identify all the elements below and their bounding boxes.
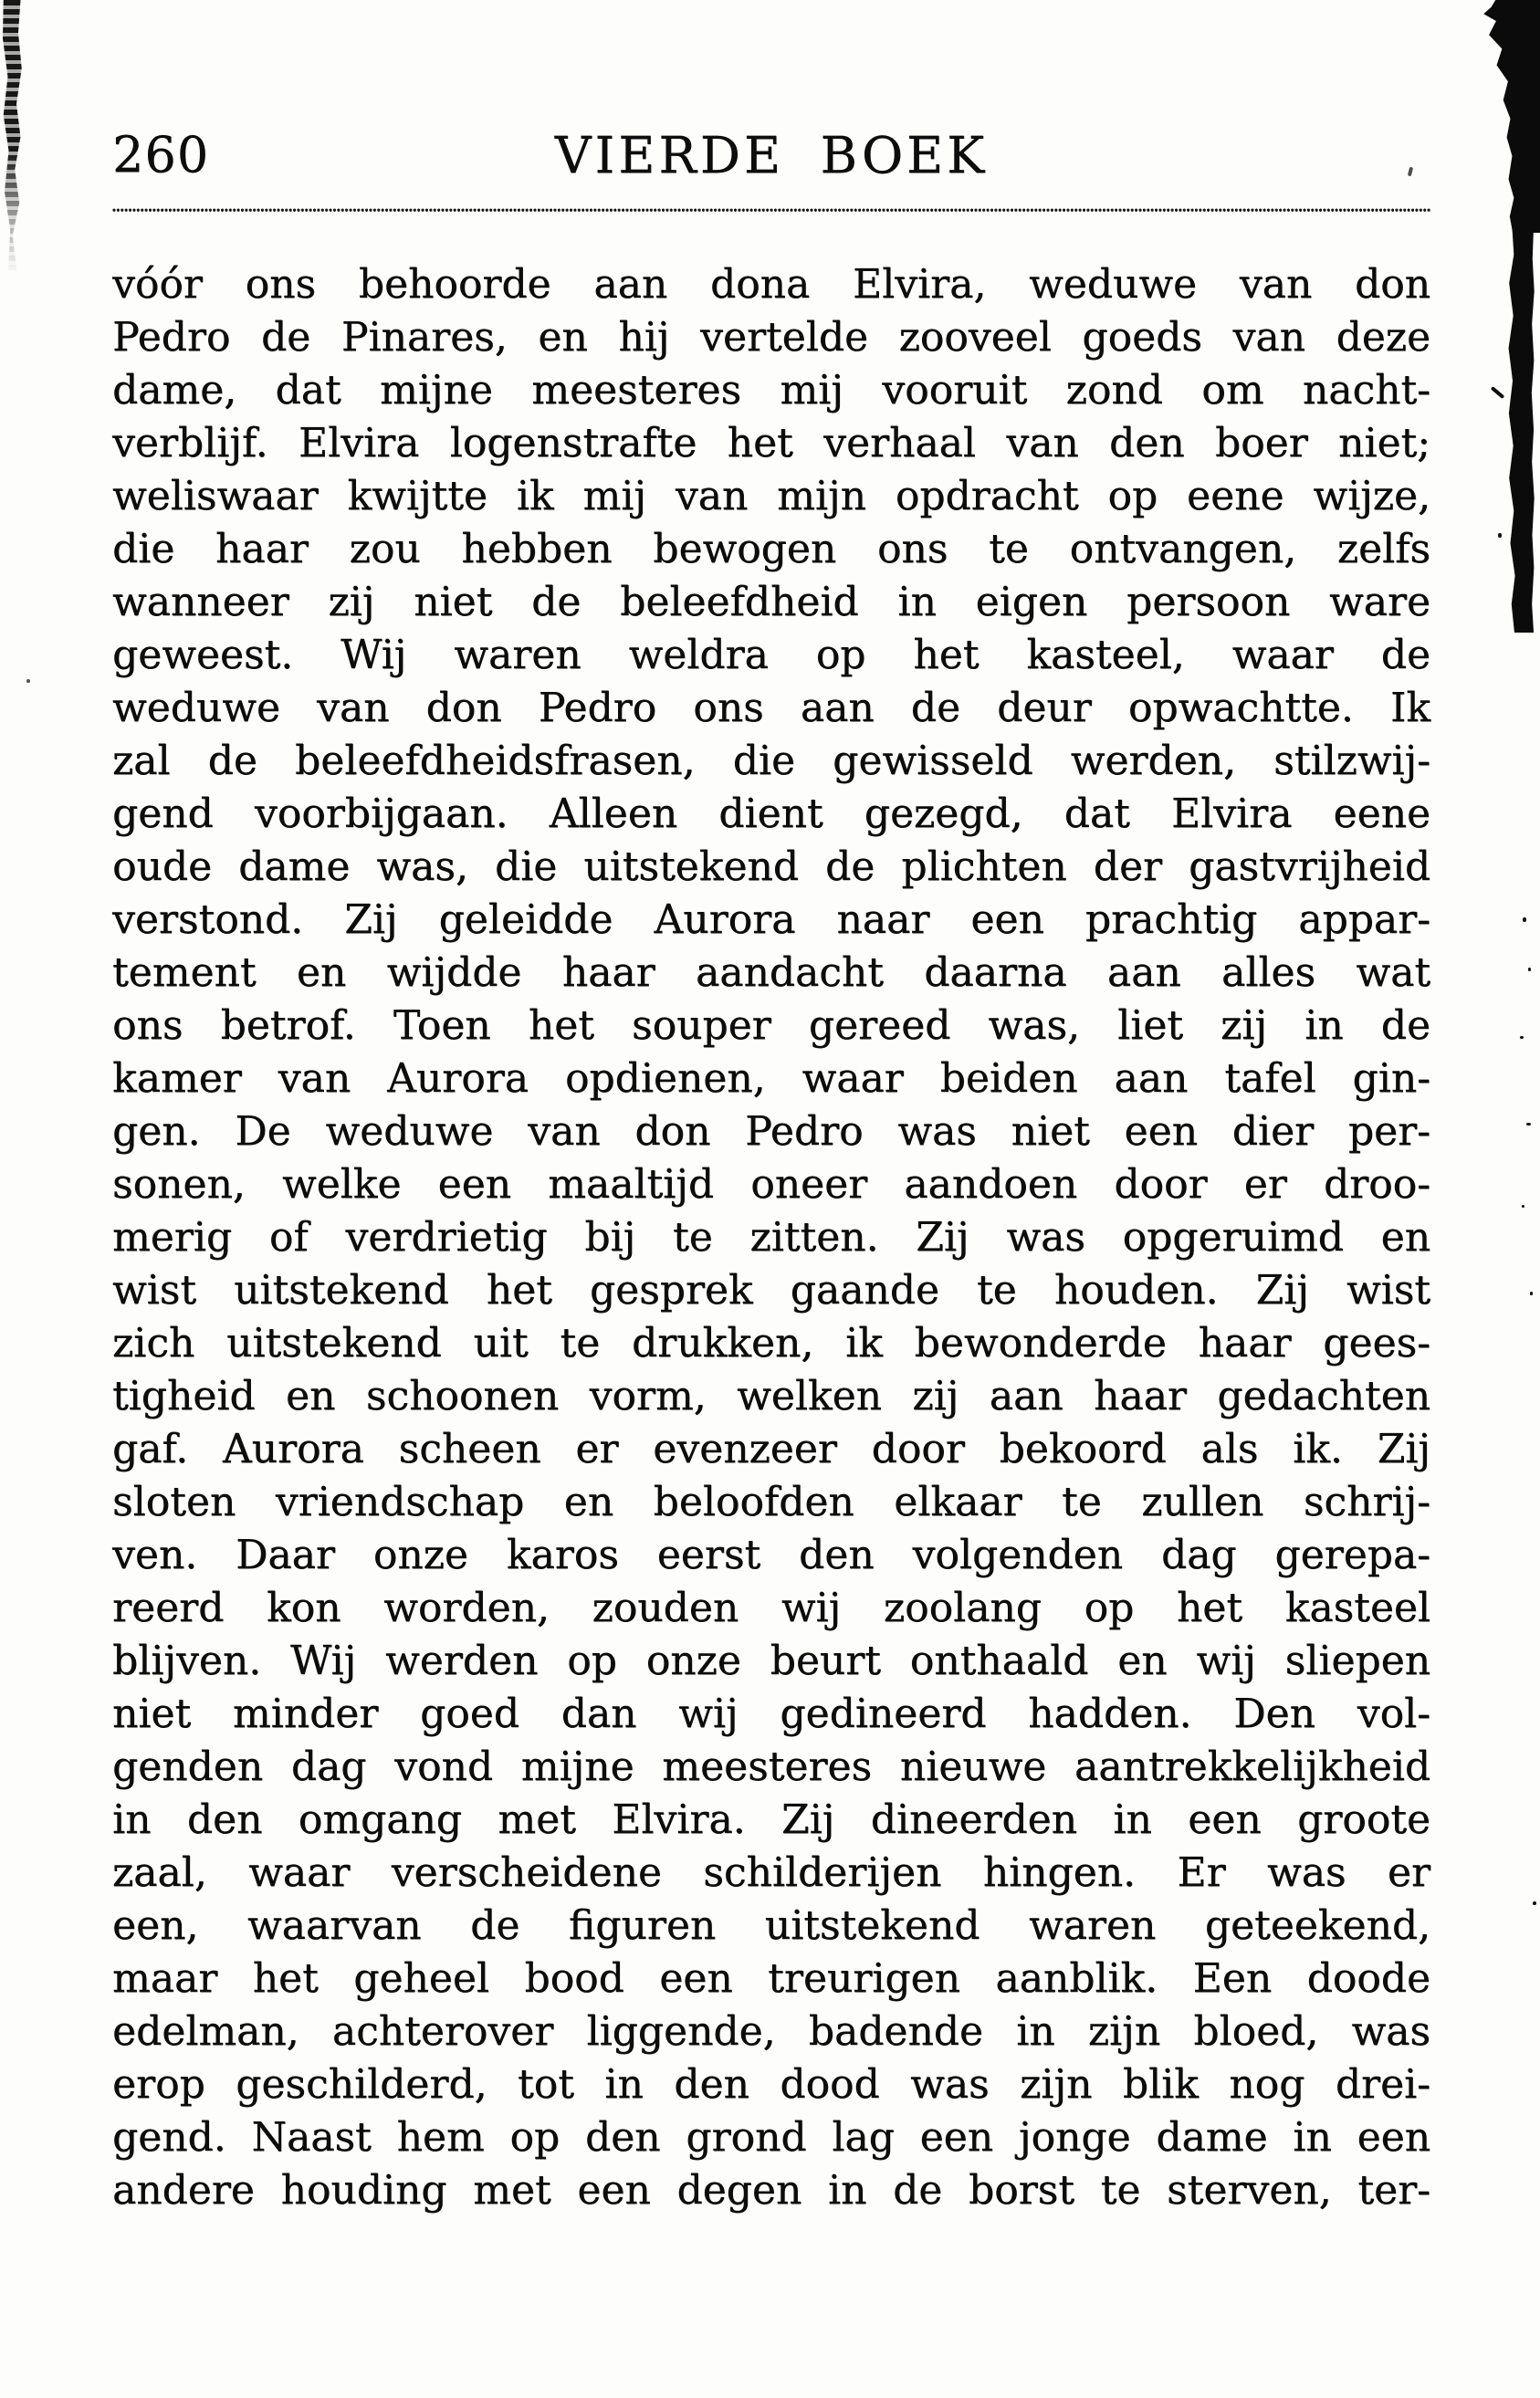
page-header: [112, 126, 1430, 183]
text-line: merig of verdrietig bij te zitten. Zij was opgeruimd en: [112, 1214, 1430, 1261]
text-line: zaal, waar verscheidene schilderijen hingen. Er was er: [112, 1849, 1430, 1896]
text-line: erop geschilderd, tot in den dood was zijn blik nog drei-: [112, 2061, 1430, 2108]
scan-speck-artifact: [1533, 1901, 1536, 1905]
text-line: gen. De weduwe van don Pedro was niet een dier per-: [112, 1108, 1430, 1155]
scan-speck-artifact: [1526, 1123, 1531, 1126]
text-line: sonen, welke een maaltijd oneer aandoen door er droo-: [112, 1161, 1430, 1208]
text-line: tigheid en schoonen vorm, welken zij aan haar gedachten: [112, 1373, 1430, 1419]
text-line: dame, dat mijne meesteres mij vooruit zond om nacht-: [112, 367, 1430, 414]
text-line: edelman, achterover liggende, badende in zijn bloed, was: [112, 2008, 1430, 2055]
text-line: kamer van Aurora opdienen, waar beiden aan tafel gin-: [112, 1055, 1430, 1102]
text-line: vóór ons behoorde aan dona Elvira, weduwe van don: [112, 261, 1430, 308]
text-line: gend. Naast hem op den grond lag een jonge dame in een: [112, 2114, 1430, 2161]
text-line: maar het geheel bood een treurigen aanblik. Een doode: [112, 1955, 1430, 2002]
scan-edge-band-fade-artifact: [0, 0, 23, 274]
text-line: sloten vriendschap en beloofden elkaar te zullen schrij-: [112, 1479, 1430, 1525]
scan-speck-artifact: [1530, 1292, 1533, 1295]
text-line: reerd kon worden, zouden wij zoolang op het kasteel: [112, 1585, 1430, 1631]
scan-speck-artifact: [1522, 1205, 1524, 1208]
scan-speck-artifact: [26, 679, 30, 683]
text-line: wanneer zij niet de beleefdheid in eigen persoon ware: [112, 579, 1430, 625]
text-line: weduwe van don Pedro ons aan de deur opwachtte. Ik: [112, 685, 1430, 731]
text-line: gaf. Aurora scheen er evenzeer door bekoord als ik. Zij: [112, 1426, 1430, 1472]
page-number: 260: [112, 126, 210, 183]
text-line: andere houding met een degen in de borst te sterven, ter-: [112, 2167, 1430, 2214]
page-header-title: VIERDE BOEK: [554, 126, 989, 184]
text-line: Pedro de Pinares, en hij vertelde zooveel goeds van deze: [112, 314, 1430, 361]
scan-edge-band-artifact: [1506, 226, 1535, 633]
text-line: die haar zou hebben bewogen ons te ontvangen, zelfs: [112, 526, 1430, 572]
scan-diagonal-mark-artifact: [1491, 386, 1505, 399]
text-line: zich uitstekend uit te drukken, ik bewonderde haar gees-: [112, 1320, 1430, 1367]
scan-speck-artifact: [1498, 533, 1502, 538]
scan-speck-artifact: [1520, 1036, 1524, 1039]
text-line: verstond. Zij geleidde Aurora naar een prachtig appar-: [112, 896, 1430, 943]
text-line: oude dame was, die uitstekend de plichten der gastvrijheid: [112, 843, 1430, 890]
text-line: niet minder goed dan wij gedineerd hadden. Den vol-: [112, 1691, 1430, 1737]
text-line: in den omgang met Elvira. Zij dineerden in een groote: [112, 1796, 1430, 1843]
scan-speck-artifact: [1523, 917, 1526, 922]
text-line: een, waarvan de figuren uitstekend waren geteekend,: [112, 1902, 1430, 1949]
scan-edge-wedge-artifact: [1481, 0, 1540, 233]
page-text: [112, 258, 1430, 2217]
text-line: ons betrof. Toen het souper gereed was, liet zij in de: [112, 1002, 1430, 1049]
text-line: wist uitstekend het gesprek gaande te houden. Zij wist: [112, 1267, 1430, 1314]
text-line: gend voorbijgaan. Alleen dient gezegd, dat Elvira eene: [112, 791, 1430, 837]
text-line: ven. Daar onze karos eerst den volgenden dag gerepa-: [112, 1532, 1430, 1578]
text-line: geweest. Wij waren weldra op het kasteel, waar de: [112, 632, 1430, 678]
text-line: zal de beleefdheidsfrasen, die gewisseld werden, stilzwij-: [112, 738, 1430, 784]
text-line: tement en wijdde haar aandacht daarna aan alles wat: [112, 949, 1430, 996]
dotted-divider: [112, 208, 1430, 213]
text-line: verblijf. Elvira logenstrafte het verhaal van den boer niet;: [112, 420, 1430, 466]
scan-speck-artifact: [1528, 968, 1531, 971]
text-line: weliswaar kwijtte ik mij van mijn opdracht op eene wijze,: [112, 473, 1430, 519]
text-line: blijven. Wij werden op onze beurt onthaald en wij sliepen: [112, 1638, 1430, 1684]
text-line: genden dag vond mijne meesteres nieuwe aantrekkelijkheid: [112, 1744, 1430, 1790]
